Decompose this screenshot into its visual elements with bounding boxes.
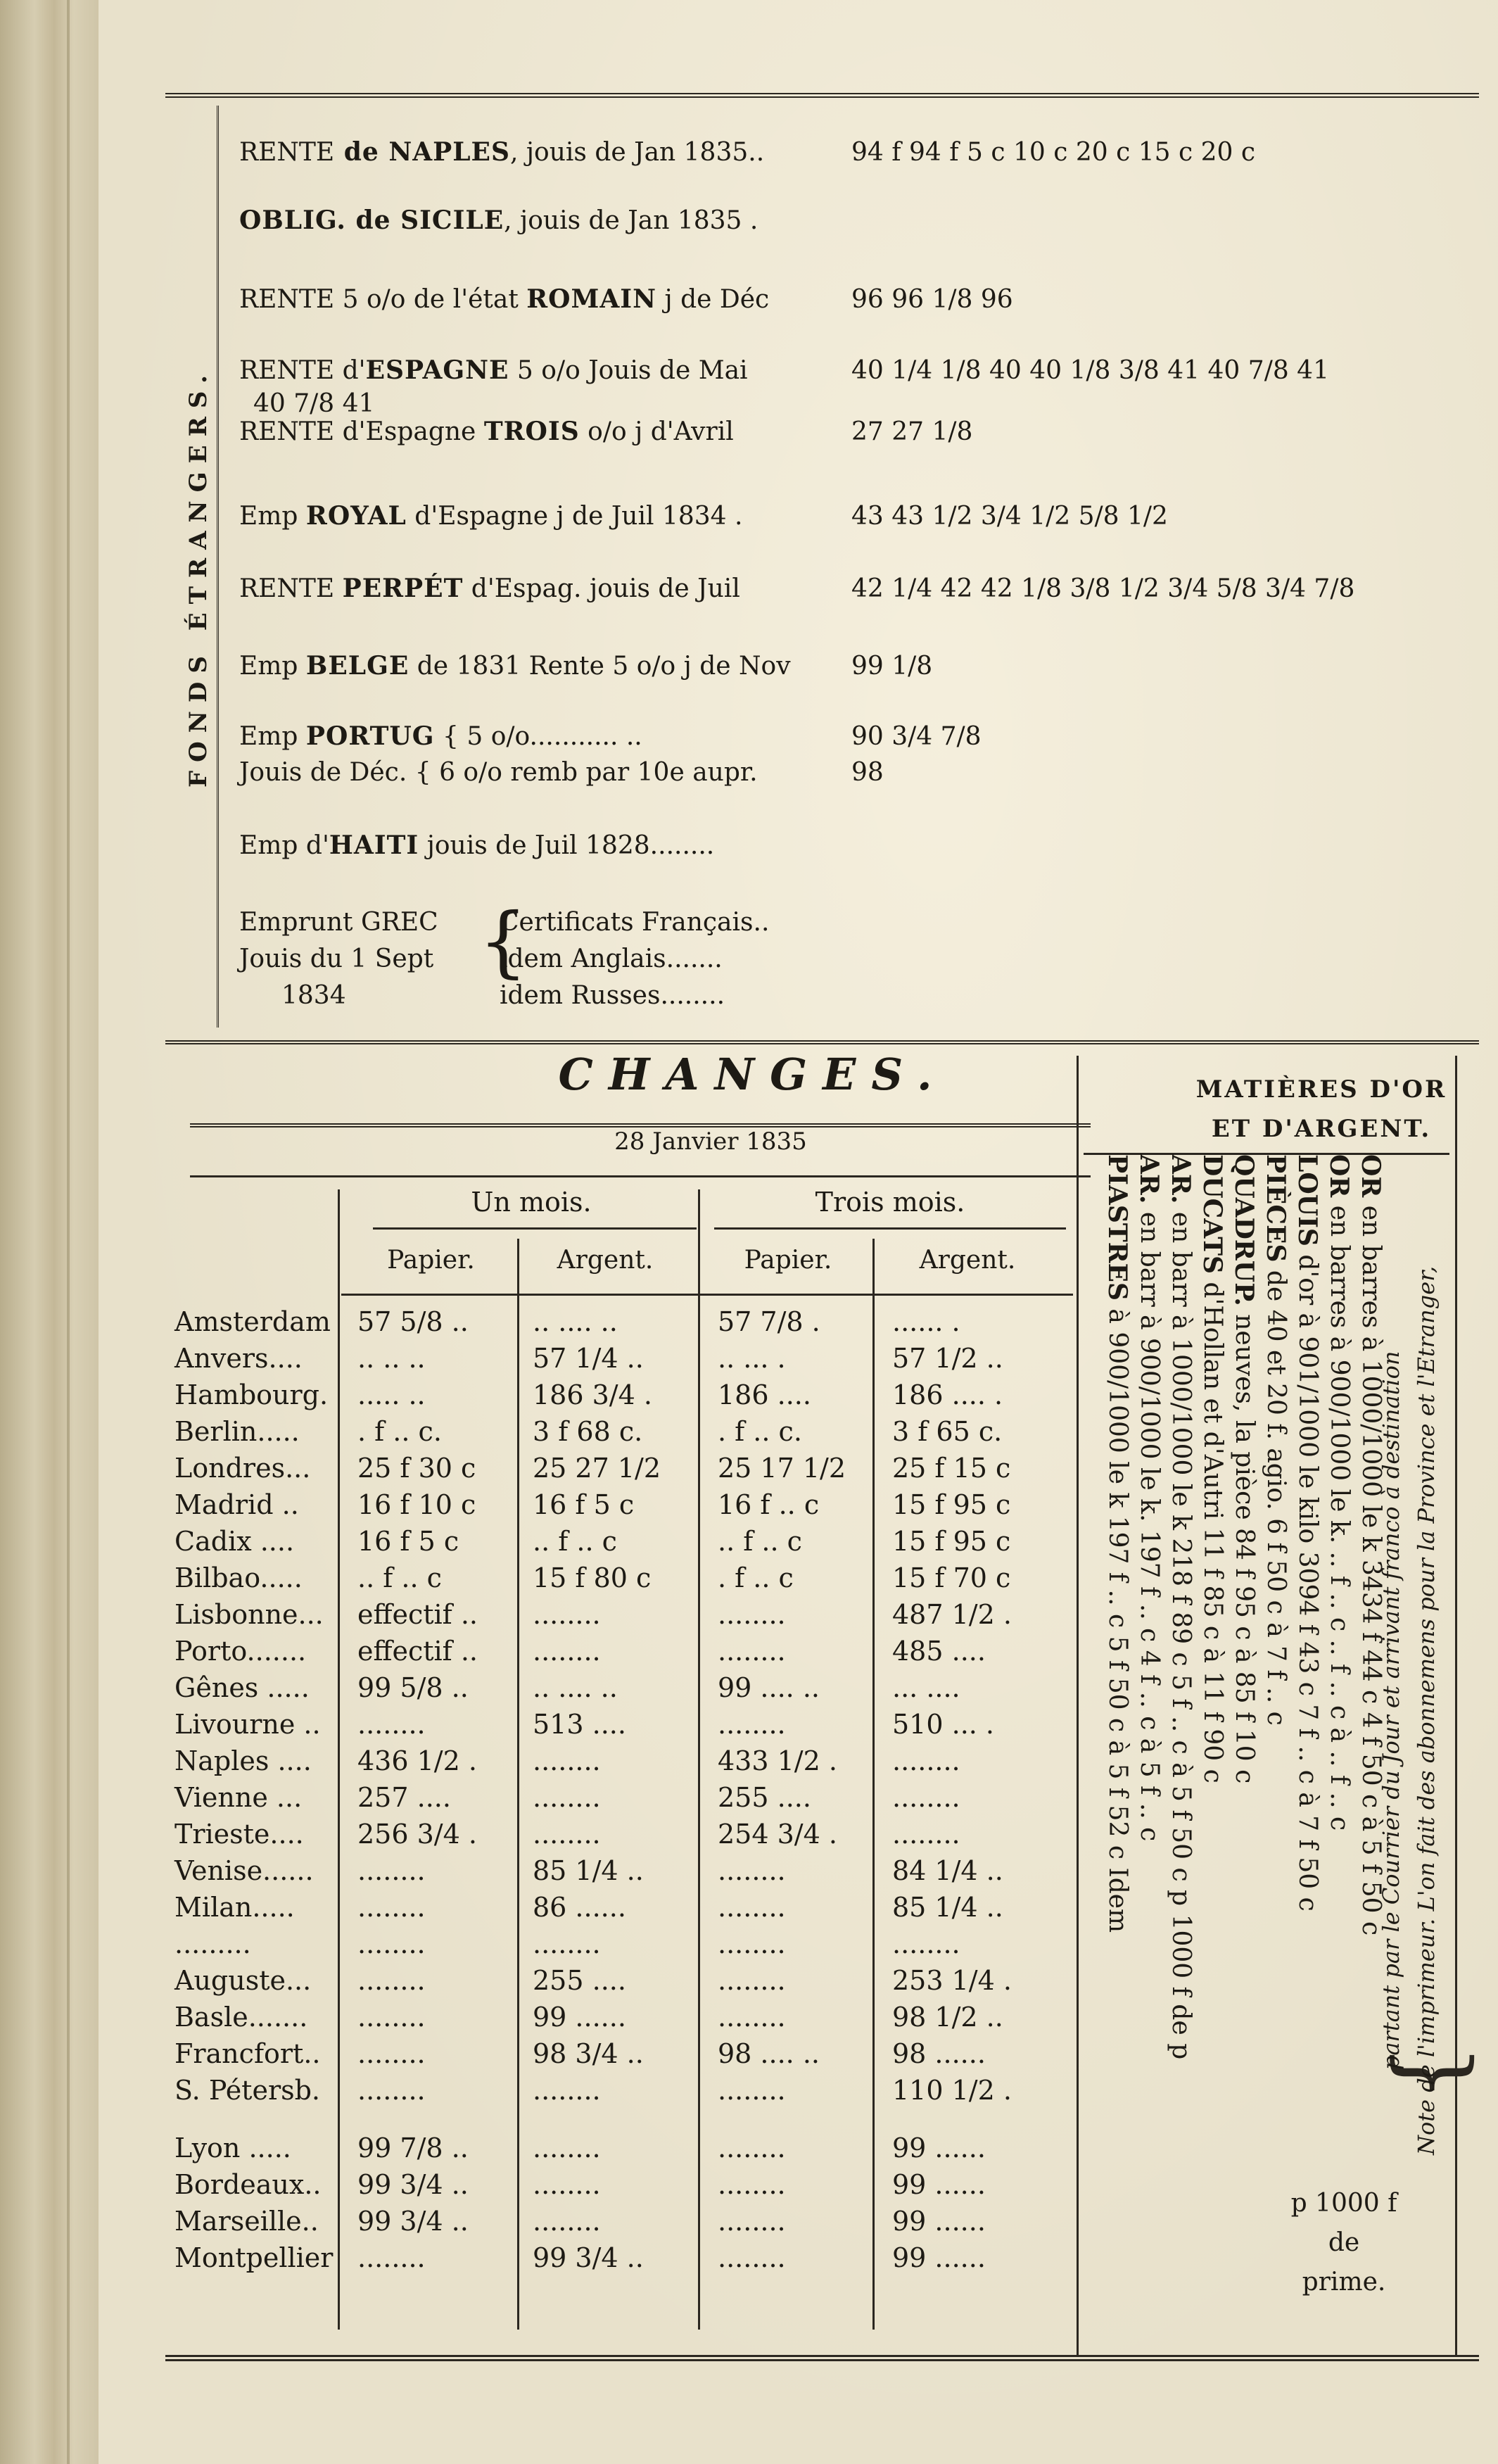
fonds-label-bold: TROIS xyxy=(483,417,580,446)
city-name: S. Pétersb. xyxy=(174,2075,321,2106)
matiere-bold: OR xyxy=(1324,1154,1354,1198)
matiere-item xyxy=(1164,1154,1197,2351)
city-name: Bilbao..... xyxy=(174,1562,303,1593)
un-mois-papier: ........ xyxy=(357,2002,426,2033)
fonds-label-bold: de NAPLES xyxy=(334,137,510,167)
city-name: Bordeaux.. xyxy=(174,2169,322,2200)
trois-mois-argent: ........ xyxy=(892,1782,960,1813)
city-name: Porto....... xyxy=(174,1636,307,1667)
city-name: Gênes ..... xyxy=(174,1672,310,1703)
trois-mois-papier: ........ xyxy=(718,2169,786,2200)
trois-mois-argent: 15 f 95 c xyxy=(892,1526,1011,1557)
trois-mois-papier: .. ... . xyxy=(718,1343,786,1374)
fonds-label-post: 5 o/o Jouis de Mai xyxy=(509,356,748,385)
un-mois-argent: ........ xyxy=(533,1636,601,1667)
note-line-2: partant par le Courrier du Jour et arrivant franco à destination xyxy=(1378,1351,1404,2070)
city-name: Livourne .. xyxy=(174,1709,321,1740)
fonds-row xyxy=(239,651,1478,681)
un-mois-argent: ........ xyxy=(533,1928,601,1959)
city-name: Lyon ..... xyxy=(174,2133,291,2163)
un-mois-papier: 99 3/4 .. xyxy=(357,2169,469,2200)
trois-mois-papier: ........ xyxy=(718,1636,786,1667)
trois-mois-argent: 99 ...... xyxy=(892,2206,986,2237)
prime-line-3: prime. xyxy=(1302,2268,1386,2296)
fonds-row xyxy=(239,284,1478,314)
fonds-label xyxy=(239,284,851,314)
trois-mois-argent: 186 .... . xyxy=(892,1379,1003,1410)
fonds-continuation-row xyxy=(239,758,1478,787)
fonds-label-bold: HAITI xyxy=(329,830,419,860)
matiere-item xyxy=(1259,1154,1292,2351)
un-mois-papier: effectif .. xyxy=(357,1636,478,1667)
fonds-label-post: , jouis de Jan 1835.. xyxy=(510,138,765,167)
trois-mois-papier: ........ xyxy=(718,2206,786,2237)
fonds-label-post: d'Espag. jouis de Juil xyxy=(463,574,740,603)
matieres-title: MATIÈRES D'OR ET D'ARGENT. xyxy=(1195,1075,1447,1143)
grec-right-1: Certificats Français.. xyxy=(500,908,770,937)
trois-mois-header: Trois mois. xyxy=(815,1187,965,1218)
fonds-label-pre: RENTE d' xyxy=(239,356,366,385)
un-mois-argent: ........ xyxy=(533,1782,601,1813)
trois-mois-papier: 254 3/4 . xyxy=(718,1819,837,1850)
fonds-continuation: 40 7/8 41 xyxy=(253,389,375,418)
un-mois-argent: 98 3/4 .. xyxy=(533,2038,644,2069)
un-mois-papier: ..... .. xyxy=(357,1379,426,1410)
un-mois-papier: 257 .... xyxy=(357,1782,451,1813)
city-name: Vienne ... xyxy=(174,1782,303,1813)
trois-mois-argent: 253 1/4 . xyxy=(892,1965,1012,1996)
trois-mois-argent: 84 1/4 .. xyxy=(892,1855,1003,1886)
changes-vline-1 xyxy=(338,1189,340,2330)
fonds-label-pre: Emp d' xyxy=(239,831,329,860)
matiere-item xyxy=(1228,1154,1260,2351)
un-mois-argent: 255 .... xyxy=(533,1965,626,1996)
city-name: Venise...... xyxy=(174,1855,314,1886)
matiere-text: en barres à 1000/1000 le k 3434 f 44 c 4 f 50 c à 5 f 50 c xyxy=(1357,1197,1385,1936)
fonds-label-bold: ROMAIN xyxy=(526,284,657,314)
un-mois-papier: .. .. .. xyxy=(357,1343,426,1374)
trois-mois-argent: 99 ...... xyxy=(892,2169,986,2200)
trois-mois-argent: ........ xyxy=(892,1928,960,1959)
trois-mois-argent: 98 1/2 .. xyxy=(892,2002,1003,2033)
trois-mois-papier: 16 f .. c xyxy=(718,1489,820,1520)
un-mois-argent: 86 ...... xyxy=(533,1892,626,1923)
fonds-label xyxy=(239,830,851,860)
un-mois-argent: 186 3/4 . xyxy=(533,1379,652,1410)
fonds-value: 90 3/4 7/8 xyxy=(851,722,982,751)
trois-mois-papier: 98 .... .. xyxy=(718,2038,820,2069)
grec-right-3: idem Russes........ xyxy=(500,981,725,1010)
fonds-value: 43 43 1/2 3/4 1/2 5/8 1/2 xyxy=(851,502,1168,531)
fonds-label-pre: RENTE xyxy=(239,574,343,603)
matiere-bold: PIÈCES xyxy=(1261,1154,1290,1263)
changes-vline-4 xyxy=(872,1239,875,2330)
trois-mois-papier: ........ xyxy=(718,1928,786,1959)
trois-mois-argent: ........ xyxy=(892,1819,960,1850)
fonds-label-post: d'Espagne j de Juil 1834 . xyxy=(406,502,743,531)
changes-vline-5 xyxy=(1077,1056,1079,2355)
fonds-value: 40 1/4 1/8 40 40 1/8 3/8 41 40 7/8 41 xyxy=(851,356,1329,385)
matiere-text: en barr à 1000/1000 le k 218 f 89 c 5 f .. c à 5 f 50 c p 1000 f de p xyxy=(1167,1203,1195,2060)
matiere-bold: DUCATS xyxy=(1198,1154,1227,1275)
trois-mois-papier: ........ xyxy=(718,2002,786,2033)
fonds-label-bold: ESPAGNE xyxy=(365,355,509,385)
un-mois-argent: 99 3/4 .. xyxy=(533,2242,644,2273)
un-mois-argent: 25 27 1/2 xyxy=(533,1453,661,1484)
trois-mois-argent: 15 f 70 c xyxy=(892,1562,1011,1593)
fonds-row xyxy=(239,417,1478,446)
un-mois-argent: 3 f 68 c. xyxy=(533,1416,643,1447)
top-rule xyxy=(165,93,1479,98)
changes-date: 28 Janvier 1835 xyxy=(614,1127,807,1156)
matiere-item xyxy=(1196,1154,1229,2351)
fonds-value: 94 f 94 f 5 c 10 c 20 c 15 c 20 c xyxy=(851,138,1255,167)
trois-mois-argent: ... .... xyxy=(892,1672,960,1703)
un-mois-papier: . f .. c. xyxy=(357,1416,442,1447)
fonds-row xyxy=(239,501,1478,531)
col-papier-1: Papier. xyxy=(387,1246,475,1275)
col-argent-3: Argent. xyxy=(919,1246,1016,1275)
trois-mois-papier: ........ xyxy=(718,1892,786,1923)
trois-mois-argent: 110 1/2 . xyxy=(892,2075,1012,2106)
trois-mois-papier: ........ xyxy=(718,1965,786,1996)
trois-mois-papier: ........ xyxy=(718,1599,786,1630)
matiere-item xyxy=(1323,1154,1355,2351)
trois-mois-papier: 186 .... xyxy=(718,1379,811,1410)
un-mois-papier: ........ xyxy=(357,2075,426,2106)
city-name: Anvers.... xyxy=(174,1343,303,1374)
city-name: Marseille.. xyxy=(174,2206,319,2237)
fonds-label xyxy=(239,574,851,603)
fonds-label xyxy=(239,355,851,385)
fonds-continuation-value: 98 xyxy=(851,758,884,787)
trois-mois-argent: 3 f 65 c. xyxy=(892,1416,1003,1447)
fonds-label-bold: PORTUG xyxy=(305,721,435,751)
un-mois-papier: 16 f 5 c xyxy=(357,1526,459,1557)
fonds-label-pre: RENTE 5 o/o de l'état xyxy=(239,285,527,314)
un-mois-argent: ........ xyxy=(533,1599,601,1630)
city-name: Lisbonne... xyxy=(174,1599,324,1630)
un-mois-papier: ........ xyxy=(357,1855,426,1886)
fonds-continuation-label: Jouis de Déc. { 6 o/o remb par 10e aupr. xyxy=(239,758,758,787)
matiere-bold: PIASTRES xyxy=(1103,1154,1132,1301)
un-mois-argent: ........ xyxy=(533,2075,601,2106)
un-mois-papier: ........ xyxy=(357,1928,426,1959)
city-name: Montpellier xyxy=(174,2242,334,2273)
fonds-label-pre: RENTE d'Espagne xyxy=(239,417,484,446)
matiere-item xyxy=(1133,1154,1165,2351)
un-mois-papier: 256 3/4 . xyxy=(357,1819,477,1850)
city-name: Naples .... xyxy=(174,1745,312,1776)
fonds-label-post: jouis de Juil 1828........ xyxy=(419,831,715,860)
city-name: Basle....... xyxy=(174,2002,308,2033)
grec-row-2 xyxy=(239,944,1478,973)
un-mois-argent: 57 1/4 .. xyxy=(533,1343,644,1374)
matiere-bold: OR xyxy=(1356,1154,1385,1198)
un-mois-papier: effectif .. xyxy=(357,1599,478,1630)
trois-mois-argent: 25 f 15 c xyxy=(892,1453,1011,1484)
un-mois-argent: ........ xyxy=(533,2169,601,2200)
un-mois-papier: 99 5/8 .. xyxy=(357,1672,469,1703)
un-mois-argent: 85 1/4 .. xyxy=(533,1855,644,1886)
trois-mois-argent: 99 ...... xyxy=(892,2242,986,2273)
fonds-label xyxy=(239,651,851,681)
trois-mois-papier: 25 17 1/2 xyxy=(718,1453,846,1484)
fonds-label xyxy=(239,417,851,446)
un-mois-papier: 57 5/8 .. xyxy=(357,1306,469,1337)
prime-line-1: p 1000 f xyxy=(1290,2189,1397,2218)
fonds-label-bold: PERPÉT xyxy=(342,574,464,603)
prime-line-2: de xyxy=(1328,2228,1360,2257)
matiere-bold: AR. xyxy=(1166,1154,1195,1204)
matiere-text: d'or à 901/1000 le kilo 3094 f 43 c 7 f .. c à 7 f 50 c xyxy=(1293,1246,1322,1912)
grec-left-3: 1834 xyxy=(281,981,346,1010)
trois-mois-argent: 510 ... . xyxy=(892,1709,995,1740)
fonds-label-post: j de Déc xyxy=(656,285,770,314)
trois-mois-papier: ........ xyxy=(718,2133,786,2163)
matiere-bold: QUADRUP. xyxy=(1229,1154,1259,1306)
un-mois-argent: 513 .... xyxy=(533,1709,626,1740)
prime-brace: } xyxy=(1383,2043,1490,2102)
book-gutter xyxy=(0,0,99,2464)
un-mois-argent: 15 f 80 c xyxy=(533,1562,652,1593)
fonds-label-pre: RENTE xyxy=(239,138,335,167)
trois-mois-argent: 15 f 95 c xyxy=(892,1489,1011,1520)
un-mois-argent: 99 ...... xyxy=(533,2002,626,2033)
fonds-row xyxy=(239,574,1478,603)
un-mois-papier: ........ xyxy=(357,1965,426,1996)
note-divider xyxy=(1455,1056,1457,2355)
un-mois-papier: .. f .. c xyxy=(357,1562,442,1593)
trois-mois-argent: 98 ...... xyxy=(892,2038,986,2069)
changes-title: CHANGES. xyxy=(558,1049,948,1100)
un-mois-papier: ........ xyxy=(357,2038,426,2069)
trois-mois-papier: ........ xyxy=(718,2242,786,2273)
un-mois-argent: .. f .. c xyxy=(533,1526,617,1557)
fonds-value: 99 1/8 xyxy=(851,652,933,681)
grec-left-1: Emprunt GREC xyxy=(239,908,438,937)
un-mois-argent: 16 f 5 c xyxy=(533,1489,635,1520)
fonds-value: 96 96 1/8 96 xyxy=(851,285,1013,314)
trois-mois-papier: ........ xyxy=(718,2075,786,2106)
fonds-label xyxy=(239,137,851,167)
fonds-label-pre: Emp xyxy=(239,722,306,751)
fonds-label-pre: Emp xyxy=(239,502,306,531)
un-mois-argent: ........ xyxy=(533,2133,601,2163)
fonds-label xyxy=(239,501,851,531)
trois-mois-argent: 485 .... xyxy=(892,1636,986,1667)
col-papier-3: Papier. xyxy=(744,1246,832,1275)
fonds-etrangers-label: FONDS ÉTRANGERS. xyxy=(184,366,212,788)
changes-date-rule xyxy=(190,1175,1091,1177)
un-mois-papier: 436 1/2 . xyxy=(357,1745,477,1776)
matiere-item xyxy=(1101,1154,1134,2351)
ledger-page xyxy=(99,0,1498,2464)
matiere-bold: LOUIS xyxy=(1293,1154,1322,1246)
un-mois-papier: ........ xyxy=(357,1892,426,1923)
fonds-value: 42 1/4 42 42 1/8 3/8 1/2 3/4 5/8 3/4 7/8 xyxy=(851,574,1355,603)
trois-mois-argent: ........ xyxy=(892,1745,960,1776)
un-mois-argent: ........ xyxy=(533,1819,601,1850)
grec-row-1 xyxy=(239,908,1478,937)
un-mois-argent: ........ xyxy=(533,2206,601,2237)
matiere-text: neuves, la pièce 84 f 95 c à 85 f 10 c xyxy=(1230,1306,1259,1784)
fonds-row xyxy=(239,355,1478,385)
city-name: Londres... xyxy=(174,1453,311,1484)
un-mois-papier: ........ xyxy=(357,1709,426,1740)
matiere-text: en barres à 900/1000 le k. .. f .. c .. f .. c à .. f .. c xyxy=(1325,1197,1354,1831)
un-mois-argent: ........ xyxy=(533,1745,601,1776)
trois-mois-papier: . f .. c. xyxy=(718,1416,802,1447)
city-name: Hambourg. xyxy=(174,1379,329,1410)
un-mois-papier: 25 f 30 c xyxy=(357,1453,476,1484)
fonds-label-bold: BELGE xyxy=(305,651,410,681)
fonds-label-post: , jouis de Jan 1835 . xyxy=(504,206,758,235)
un-mois-papier: ........ xyxy=(357,2242,426,2273)
matiere-text: d'Hollan et d'Autri 11 f 85 c à 11 f 90 c xyxy=(1198,1274,1227,1783)
matiere-bold: AR. xyxy=(1134,1154,1164,1204)
trois-mois-papier: 99 .... .. xyxy=(718,1672,820,1703)
matiere-text: en barr à 900/1000 le k. 197 f .. c 4 f .. c à 5 f .. c xyxy=(1135,1203,1164,1842)
note-line-1: Note de l'imprimeur. L'on fait des abonnemens pour la Province et l'Etranger, xyxy=(1413,1265,1440,2155)
bottom-rule xyxy=(165,2355,1479,2361)
city-name: Cadix .... xyxy=(174,1526,295,1557)
un-mois-rule xyxy=(373,1227,697,1230)
matiere-text: à 900/1000 le k 197 f .. c 5 f 50 c à 5 f 52 c Idem xyxy=(1103,1300,1132,1933)
trois-mois-papier: 57 7/8 . xyxy=(718,1306,820,1337)
trois-mois-papier: 433 1/2 . xyxy=(718,1745,837,1776)
changes-vline-2 xyxy=(517,1239,519,2330)
city-name: Milan..... xyxy=(174,1892,295,1923)
trois-mois-argent: ...... . xyxy=(892,1306,960,1337)
matiere-item xyxy=(1291,1154,1324,2351)
fonds-label-post: { 5 o/o........... .. xyxy=(434,722,642,751)
trois-mois-argent: 57 1/2 .. xyxy=(892,1343,1003,1374)
un-mois-header: Un mois. xyxy=(471,1187,592,1218)
col-head-rule xyxy=(341,1294,1073,1296)
middle-rule xyxy=(165,1040,1479,1044)
city-name: Auguste... xyxy=(174,1965,312,1996)
city-name: Berlin..... xyxy=(174,1416,300,1447)
city-name: Madrid .. xyxy=(174,1489,299,1520)
trois-mois-argent: 487 1/2 . xyxy=(892,1599,1012,1630)
un-mois-papier: 99 3/4 .. xyxy=(357,2206,469,2237)
trois-mois-rule xyxy=(714,1227,1066,1230)
un-mois-argent: .. .... .. xyxy=(533,1672,618,1703)
un-mois-argent: .. .... .. xyxy=(533,1306,618,1337)
city-name: ......... xyxy=(174,1928,251,1959)
un-mois-papier: 16 f 10 c xyxy=(357,1489,476,1520)
fonds-value: 27 27 1/8 xyxy=(851,417,973,446)
trois-mois-papier: .. f .. c xyxy=(718,1526,802,1557)
fonds-label-pre: Emp xyxy=(239,652,306,681)
grec-right-2: idem Anglais....... xyxy=(500,944,723,973)
city-name: Francfort.. xyxy=(174,2038,321,2069)
city-name: Trieste.... xyxy=(174,1819,304,1850)
trois-mois-argent: 99 ...... xyxy=(892,2133,986,2163)
fonds-label-bold: OBLIG. de SICILE xyxy=(239,206,504,235)
trois-mois-argent: 85 1/4 .. xyxy=(892,1892,1003,1923)
fonds-label xyxy=(239,206,851,235)
fonds-label-bold: ROYAL xyxy=(305,501,407,531)
trois-mois-papier: ........ xyxy=(718,1709,786,1740)
matiere-text: de 40 et 20 f. agio. 6 f 50 c à 7 f .. c xyxy=(1262,1262,1290,1726)
fonds-row xyxy=(239,721,1478,751)
grec-row-3 xyxy=(239,981,1478,1010)
un-mois-papier: 99 7/8 .. xyxy=(357,2133,469,2163)
fonds-label xyxy=(239,721,851,751)
grec-left-2: Jouis du 1 Sept xyxy=(239,944,434,973)
fonds-label-post: o/o j d'Avril xyxy=(579,417,734,446)
fonds-row xyxy=(239,206,1478,235)
fonds-row xyxy=(239,137,1478,167)
city-name: Amsterdam xyxy=(174,1306,331,1337)
grec-brace: { xyxy=(478,896,528,986)
col-argent-1: Argent. xyxy=(557,1246,654,1275)
fonds-divider xyxy=(217,106,219,1028)
trois-mois-papier: ........ xyxy=(718,1855,786,1886)
changes-vline-3 xyxy=(698,1189,700,2330)
trois-mois-papier: . f .. c xyxy=(718,1562,794,1593)
fonds-label-post: de 1831 Rente 5 o/o j de Nov xyxy=(409,652,791,681)
fonds-row xyxy=(239,830,1478,860)
trois-mois-papier: 255 .... xyxy=(718,1782,811,1813)
